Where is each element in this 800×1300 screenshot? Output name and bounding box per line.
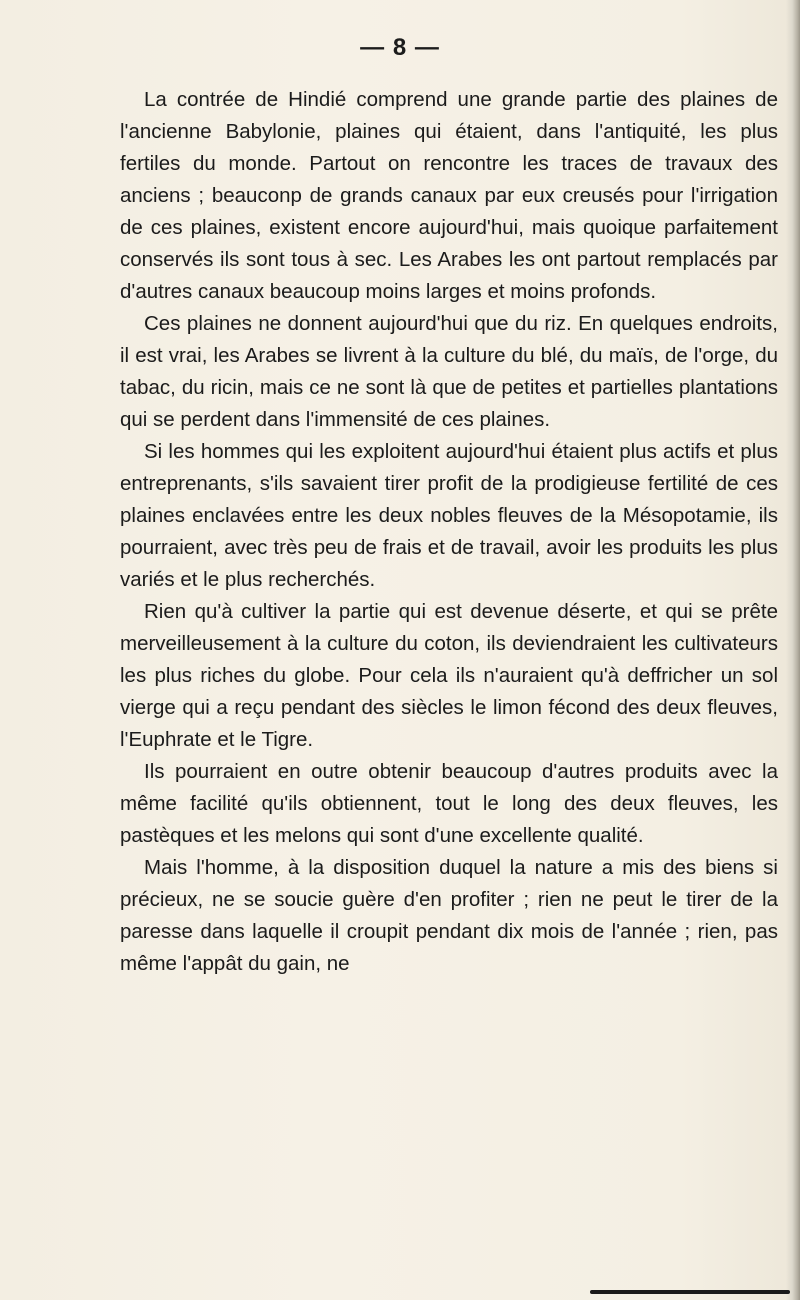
paragraph-6: Mais l'homme, à la disposition duquel la nature a mis des biens si précieux, ne se soucie guère d'en profiter ; rien ne peut le tirer de la paresse dans laquelle il croupit pendant dix mois de l'année ; rien, pas même l'appât du gain, ne bbox=[120, 856, 778, 975]
paragraph-1: La contrée de Hindié comprend une grande partie des plaines de l'ancienne Babylonie, plaines qui étaient, dans l'antiquité, les plus fertiles du monde. Partout on rencontre les traces de travaux des anciens ; beauconp de grands canaux par eux creusés pour l'irrigation de ces plaines, existent encore aujourd'hui, mais quoique parfaitement conservés ils sont tous à sec. Les Arabes les ont partout remplacés par d'autres canaux beaucoup moins larges et moins profonds. bbox=[120, 88, 778, 303]
page-number: — 8 — bbox=[360, 34, 440, 61]
paragraph-2: Ces plaines ne donnent aujourd'hui que du riz. En quelques endroits, il est vrai, les Arabes se livrent à la culture du blé, du maïs, de l'orge, du tabac, du ricin, mais ce ne sont là que de petites et partielles plantations qui se perdent dans l'immensité de ces plaines. bbox=[120, 312, 778, 431]
paragraph-5: Ils pourraient en outre obtenir beaucoup d'autres produits avec la même facilité qu'ils obtiennent, tout le long des deux fleuves, les pastèques et les melons qui sont d'une excellente qualité. bbox=[120, 760, 778, 847]
bottom-rule bbox=[590, 1290, 790, 1294]
paragraph-4: Rien qu'à cultiver la partie qui est devenue déserte, et qui se prête merveilleusement à la culture du coton, ils deviendraient les cultivateurs les plus riches du globe. Pour cela ils n'auraient qu'à deffricher un sol vierge qui a reçu pendant des siècles le limon fécond des deux fleuves, l'Euphrate et le Tigre. bbox=[120, 600, 778, 751]
body-text bbox=[120, 84, 778, 980]
page-edge-shadow bbox=[786, 0, 800, 1300]
paragraph-3: Si les hommes qui les exploitent aujourd'hui étaient plus actifs et plus entreprenants, s'ils savaient tirer profit de la prodigieuse fertilité de ces plaines enclavées entre les deux nobles fleuves de la Mésopotamie, ils pourraient, avec très peu de frais et de travail, avoir les produits les plus variés et le plus recherchés. bbox=[120, 440, 778, 591]
